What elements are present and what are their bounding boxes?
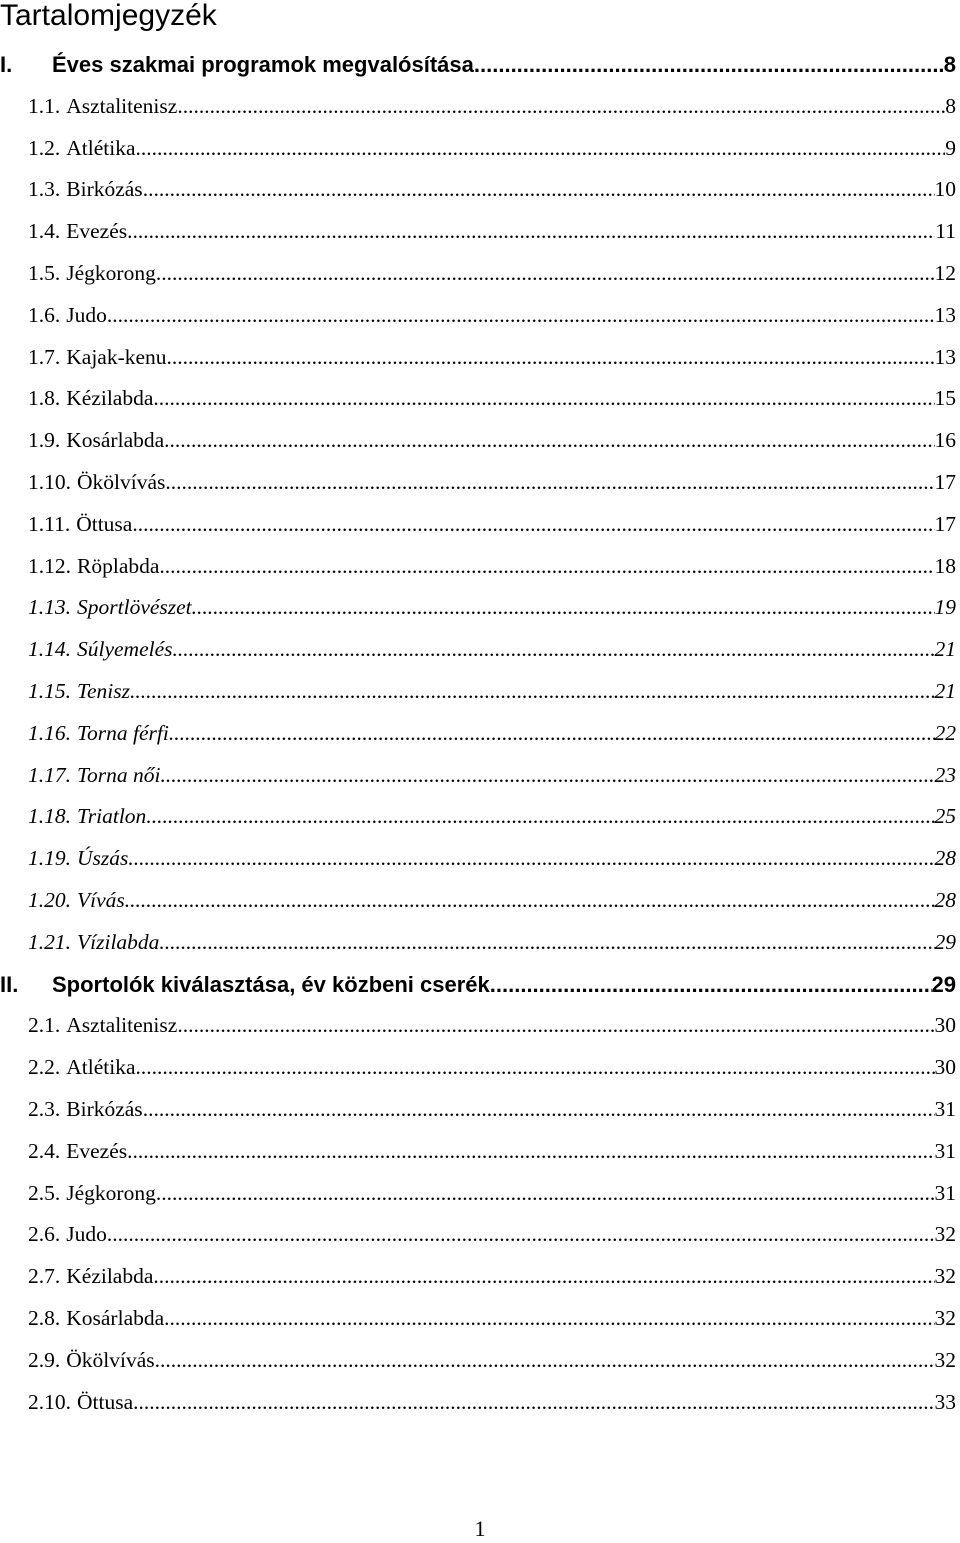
toc-entry-page: 13 bbox=[934, 344, 956, 369]
toc-entry-number: 1.1. bbox=[28, 93, 61, 118]
toc-entry-label: Evezés bbox=[66, 1138, 128, 1163]
toc-entry-label: Torna férfi bbox=[77, 720, 169, 745]
toc-dot-leader bbox=[156, 1181, 935, 1206]
toc-entry[interactable] bbox=[28, 386, 956, 416]
toc-dot-leader bbox=[107, 303, 935, 328]
toc-entry[interactable] bbox=[28, 763, 956, 793]
toc-entry-label: Úszás bbox=[77, 846, 129, 871]
toc-entry-page: 22 bbox=[934, 720, 956, 745]
toc-dot-leader bbox=[192, 595, 935, 620]
toc-dot-leader bbox=[130, 679, 935, 704]
toc-entry-page: 8 bbox=[943, 52, 956, 77]
toc-section-entry[interactable] bbox=[0, 52, 956, 82]
toc-entry-label: Triatlon bbox=[77, 804, 147, 829]
toc-entry-page: 8 bbox=[945, 93, 956, 118]
table-of-contents bbox=[0, 52, 960, 1452]
toc-entry-number: 1.5. bbox=[28, 261, 61, 285]
toc-dot-leader bbox=[125, 888, 935, 913]
toc-entry[interactable] bbox=[28, 1013, 956, 1043]
toc-entry-page: 29 bbox=[934, 929, 956, 954]
toc-entry-page: 25 bbox=[934, 804, 956, 829]
toc-entry-number: 2.9. bbox=[28, 1347, 61, 1372]
toc-dot-leader bbox=[474, 52, 944, 78]
toc-entry-number: II. bbox=[0, 971, 19, 997]
toc-entry[interactable] bbox=[28, 345, 956, 375]
toc-entry-number: 2.1. bbox=[28, 1013, 61, 1038]
toc-entry-number: 1.7. bbox=[28, 344, 61, 369]
toc-dot-leader bbox=[143, 177, 935, 202]
toc-dot-leader bbox=[160, 763, 934, 788]
toc-entry[interactable] bbox=[28, 637, 956, 667]
page-number: 1 bbox=[474, 1516, 486, 1541]
toc-entry-page: 31 bbox=[934, 1180, 956, 1205]
toc-entry-label: Ökölvívás bbox=[77, 470, 166, 494]
toc-dot-leader bbox=[146, 804, 934, 829]
toc-entry-label: Judo bbox=[66, 1222, 107, 1247]
toc-entry[interactable] bbox=[28, 136, 956, 166]
toc-dot-leader bbox=[173, 637, 935, 662]
toc-entry-page: 16 bbox=[934, 428, 956, 453]
toc-entry-number: 1.16. bbox=[28, 720, 71, 745]
toc-entry-number: 1.13. bbox=[28, 595, 71, 620]
toc-entry-page: 17 bbox=[934, 470, 956, 494]
toc-entry-label: Birkózás bbox=[66, 177, 143, 202]
toc-entry-label: Vívás bbox=[77, 888, 125, 912]
toc-entry[interactable] bbox=[28, 470, 956, 500]
toc-dot-leader bbox=[156, 261, 935, 286]
toc-dot-leader bbox=[133, 1390, 934, 1415]
toc-entry-number: 2.6. bbox=[28, 1222, 61, 1247]
toc-entry-number: 1.4. bbox=[28, 219, 61, 244]
toc-entry-number: 1.17. bbox=[28, 762, 71, 787]
toc-entry-page: 19 bbox=[934, 595, 956, 620]
toc-dot-leader bbox=[153, 1264, 934, 1289]
toc-entry-page: 13 bbox=[934, 302, 956, 327]
toc-entry-page: 32 bbox=[934, 1222, 956, 1247]
toc-entry[interactable] bbox=[28, 1139, 956, 1169]
toc-dot-leader bbox=[177, 94, 945, 119]
toc-dot-leader bbox=[159, 554, 934, 579]
toc-entry-label: Tenisz bbox=[77, 679, 130, 703]
toc-entry-page: 21 bbox=[934, 679, 956, 703]
toc-dot-leader bbox=[177, 1013, 934, 1038]
toc-entry[interactable] bbox=[28, 595, 956, 625]
toc-entry[interactable] bbox=[28, 177, 956, 207]
toc-entry[interactable] bbox=[28, 1264, 956, 1294]
toc-entry-label: Sportlövészet bbox=[77, 595, 192, 620]
toc-entry-label: Jégkorong bbox=[66, 261, 156, 285]
toc-entry-number: 1.12. bbox=[28, 553, 71, 578]
toc-entry[interactable] bbox=[28, 721, 956, 751]
toc-entry-page: 15 bbox=[934, 386, 956, 411]
toc-entry-page: 11 bbox=[935, 219, 956, 244]
toc-entry-label: Öttusa bbox=[77, 1389, 134, 1414]
toc-entry-label: Asztalitenisz bbox=[66, 1013, 178, 1038]
toc-dot-leader bbox=[169, 721, 935, 746]
toc-dot-leader bbox=[165, 470, 934, 495]
toc-entry[interactable] bbox=[28, 1055, 956, 1085]
toc-entry-label: Öttusa bbox=[76, 511, 133, 536]
toc-entry[interactable] bbox=[28, 428, 956, 458]
toc-entry-page: 33 bbox=[934, 1389, 956, 1414]
toc-dot-leader bbox=[159, 930, 934, 955]
document-title: Tartalomjegyzék bbox=[0, 0, 217, 32]
toc-dot-leader bbox=[164, 428, 934, 453]
toc-entry-label: Kajak-kenu bbox=[66, 344, 167, 369]
toc-entry-number: 2.2. bbox=[28, 1055, 61, 1080]
toc-entry[interactable] bbox=[28, 1306, 956, 1336]
toc-entry-page: 30 bbox=[934, 1013, 956, 1038]
toc-entry-page: 17 bbox=[934, 511, 956, 536]
toc-entry-number: 1.20. bbox=[28, 888, 71, 912]
toc-entry-page: 29 bbox=[931, 971, 956, 997]
toc-entry[interactable] bbox=[28, 1348, 956, 1378]
toc-entry-number: 2.10. bbox=[28, 1389, 71, 1414]
toc-entry-number: 1.2. bbox=[28, 135, 61, 160]
toc-dot-leader bbox=[127, 219, 935, 244]
toc-entry-page: 32 bbox=[934, 1347, 956, 1372]
toc-entry-number: 1.6. bbox=[28, 302, 61, 327]
toc-entry-label: Birkózás bbox=[66, 1097, 143, 1121]
toc-section-entry[interactable] bbox=[0, 972, 956, 1002]
toc-entry-number: 2.8. bbox=[28, 1306, 61, 1330]
toc-entry[interactable] bbox=[28, 94, 956, 124]
toc-entry-label: Atlétika bbox=[66, 1055, 136, 1080]
toc-entry-page: 31 bbox=[934, 1138, 956, 1163]
toc-dot-leader bbox=[136, 1055, 935, 1080]
toc-entry-number: 2.3. bbox=[28, 1097, 61, 1121]
toc-entry[interactable] bbox=[28, 512, 956, 542]
toc-entry-page: 23 bbox=[934, 762, 956, 787]
toc-entry-page: 30 bbox=[934, 1055, 956, 1080]
toc-dot-leader bbox=[132, 512, 934, 537]
toc-entry-number: 2.7. bbox=[28, 1264, 61, 1289]
toc-entry[interactable] bbox=[28, 1390, 956, 1420]
toc-entry-page: 12 bbox=[934, 261, 956, 285]
toc-entry[interactable] bbox=[28, 554, 956, 584]
toc-entry-label: Jégkorong bbox=[66, 1180, 156, 1205]
toc-entry[interactable] bbox=[28, 888, 956, 918]
toc-entry-label: Éves szakmai programok megvalósítása bbox=[52, 52, 474, 77]
toc-entry[interactable] bbox=[28, 1222, 956, 1252]
toc-entry-page: 9 bbox=[945, 135, 956, 160]
toc-entry-label: Röplabda bbox=[77, 553, 160, 578]
toc-dot-leader bbox=[127, 1139, 934, 1164]
toc-entry-number: 1.9. bbox=[28, 428, 61, 453]
toc-entry-number: 2.5. bbox=[28, 1180, 61, 1205]
toc-entry[interactable] bbox=[28, 303, 956, 333]
toc-entry-number: 1.15. bbox=[28, 679, 71, 703]
toc-entry[interactable] bbox=[28, 261, 956, 291]
toc-entry-number: 1.19. bbox=[28, 846, 71, 871]
toc-dot-leader bbox=[164, 1306, 934, 1331]
toc-entry-page: 10 bbox=[934, 177, 956, 202]
toc-entry[interactable] bbox=[28, 804, 956, 834]
toc-entry-label: Judo bbox=[66, 302, 107, 327]
toc-entry-label: Kézilabda bbox=[66, 386, 154, 411]
toc-entry-number: 1.11. bbox=[28, 511, 71, 536]
toc-entry-label: Torna női bbox=[77, 762, 161, 787]
toc-dot-leader bbox=[167, 345, 935, 370]
toc-entry-label: Kosárlabda bbox=[66, 428, 165, 453]
toc-entry-number: 1.14. bbox=[28, 637, 71, 662]
toc-dot-leader bbox=[490, 972, 932, 998]
toc-dot-leader bbox=[155, 1348, 935, 1373]
toc-entry-page: 28 bbox=[934, 846, 956, 871]
toc-entry-label: Asztalitenisz bbox=[66, 93, 178, 118]
toc-entry-number: 1.18. bbox=[28, 804, 71, 829]
toc-dot-leader bbox=[153, 386, 934, 411]
toc-entry-label: Evezés bbox=[66, 219, 128, 244]
toc-entry-label: Vízilabda bbox=[77, 929, 160, 954]
toc-entry-number: 1.21. bbox=[28, 929, 71, 954]
toc-entry-label: Súlyemelés bbox=[77, 637, 173, 662]
toc-dot-leader bbox=[128, 846, 934, 871]
toc-dot-leader bbox=[136, 136, 946, 161]
toc-entry-number: I. bbox=[0, 52, 13, 77]
toc-entry-page: 28 bbox=[934, 888, 956, 912]
toc-entry-label: Atlétika bbox=[66, 135, 136, 160]
toc-entry[interactable] bbox=[28, 1097, 956, 1127]
toc-entry-number: 1.3. bbox=[28, 177, 61, 202]
toc-entry[interactable] bbox=[28, 1181, 956, 1211]
toc-entry-number: 1.10. bbox=[28, 470, 71, 494]
toc-entry[interactable] bbox=[28, 930, 956, 960]
toc-dot-leader bbox=[143, 1097, 935, 1122]
toc-entry-page: 21 bbox=[934, 637, 956, 662]
toc-entry-page: 31 bbox=[934, 1097, 956, 1121]
toc-entry-number: 1.8. bbox=[28, 386, 61, 411]
toc-entry[interactable] bbox=[28, 679, 956, 709]
toc-entry-label: Sportolók kiválasztása, év közbeni cserék bbox=[52, 971, 490, 997]
toc-dot-leader bbox=[107, 1222, 935, 1247]
toc-entry-page: 32 bbox=[934, 1264, 956, 1289]
toc-entry-page: 32 bbox=[934, 1306, 956, 1330]
toc-entry-label: Kosárlabda bbox=[66, 1306, 165, 1330]
toc-entry-page: 18 bbox=[934, 553, 956, 578]
toc-entry-label: Kézilabda bbox=[66, 1264, 154, 1289]
toc-entry[interactable] bbox=[28, 219, 956, 249]
toc-entry-label: Ökölvívás bbox=[66, 1347, 155, 1372]
toc-entry[interactable] bbox=[28, 846, 956, 876]
toc-entry-number: 2.4. bbox=[28, 1138, 61, 1163]
